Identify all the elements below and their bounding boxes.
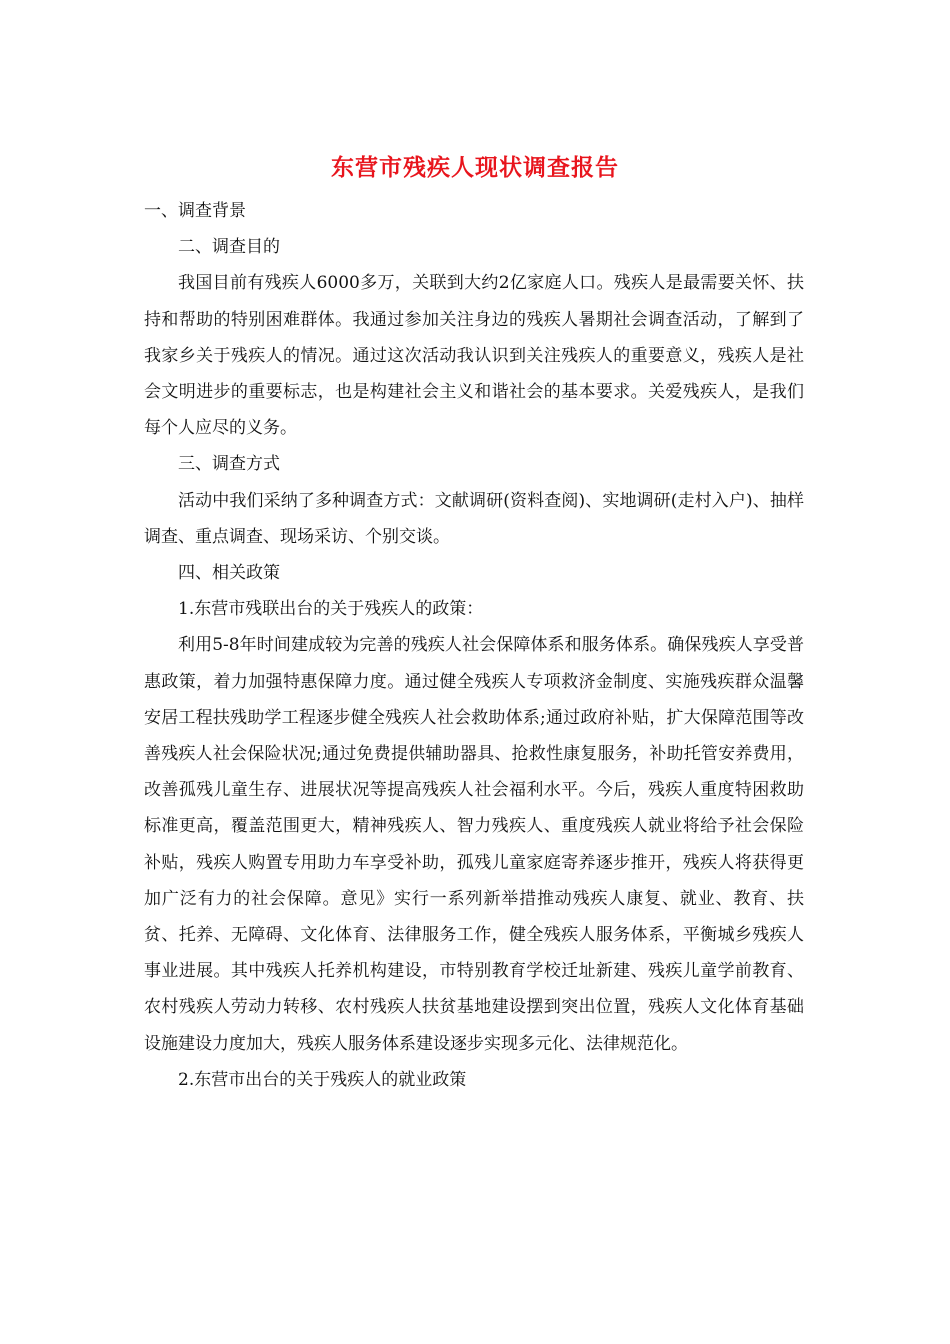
heading-method: 三、调查方式 (178, 454, 280, 475)
subheading-policy-1: 1.东营市残联出台的关于残疾人的政策： (178, 599, 484, 620)
heading-purpose: 二、调查目的 (178, 237, 280, 258)
paragraph-policy-1: 利用5-8年时间建成较为完善的残疾人社会保障体系和服务体系。确保残疾人享受普惠政策，着力加强特惠保障力度。通过健全残疾人专项救济金制度、实施残疾群众温馨安居工程扶残助学工程逐步健全残疾人社会救助体系;通过政府补贴，扩大保障范围等改善残疾人社会保险状况;通过免费提供辅助器具、抢救性康复服务，补助托管安养费用，改善孤残儿童生存、进展状况等提高残疾人社会福利水平。今后，残疾人重度特困救助标准更高，覆盖范围更大，精神残疾人、智力残疾人、重度残疾人就业将给予社会保险补贴，残疾人购置专用助力车享受补助，孤残儿童家庭寄养逐步推开，残疾人将获得更加广泛有力的社会保障。意见》实行一系列新举措推动残疾人康复、就业、教育、扶贫、托养、无障碍、文化体育、法律服务工作，健全残疾人服务体系，平衡城乡残疾人事业进展。其中残疾人托养机构建设，市特别教育学校迁址新建、残疾儿童学前教育、农村残疾人劳动力转移、农村残疾人扶贫基地建设摆到突出位置，残疾人文化体育基础设施建设力度加大，残疾人服务体系建设逐步实现多元化、法律规范化。 (144, 635, 804, 1054)
paragraph-purpose: 我国目前有残疾人6000多万，关联到大约2亿家庭人口。残疾人是最需要关怀、扶持和帮助的特别困难群体。我通过参加关注身边的残疾人暑期社会调查活动，了解到了我家乡关于残疾人的情况。通过这次活动我认识到关注残疾人的重要意义，残疾人是社会文明进步的重要标志，也是构建社会主义和谐社会的基本要求。关爱残疾人，是我们每个人应尽的义务。 (144, 273, 804, 439)
document-body (144, 193, 804, 1098)
document-title: 东营市残疾人现状调查报告 (331, 154, 619, 181)
heading-background: 一、调查背景 (144, 201, 246, 221)
heading-policy: 四、相关政策 (178, 563, 280, 584)
subheading-policy-2: 2.东营市出台的关于残疾人的就业政策 (178, 1069, 467, 1090)
paragraph-method: 活动中我们采纳了多种调查方式：文献调研(资料查阅)、实地调研(走村入户)、抽样调查、重点调查、现场采访、个别交谈。 (144, 490, 804, 547)
